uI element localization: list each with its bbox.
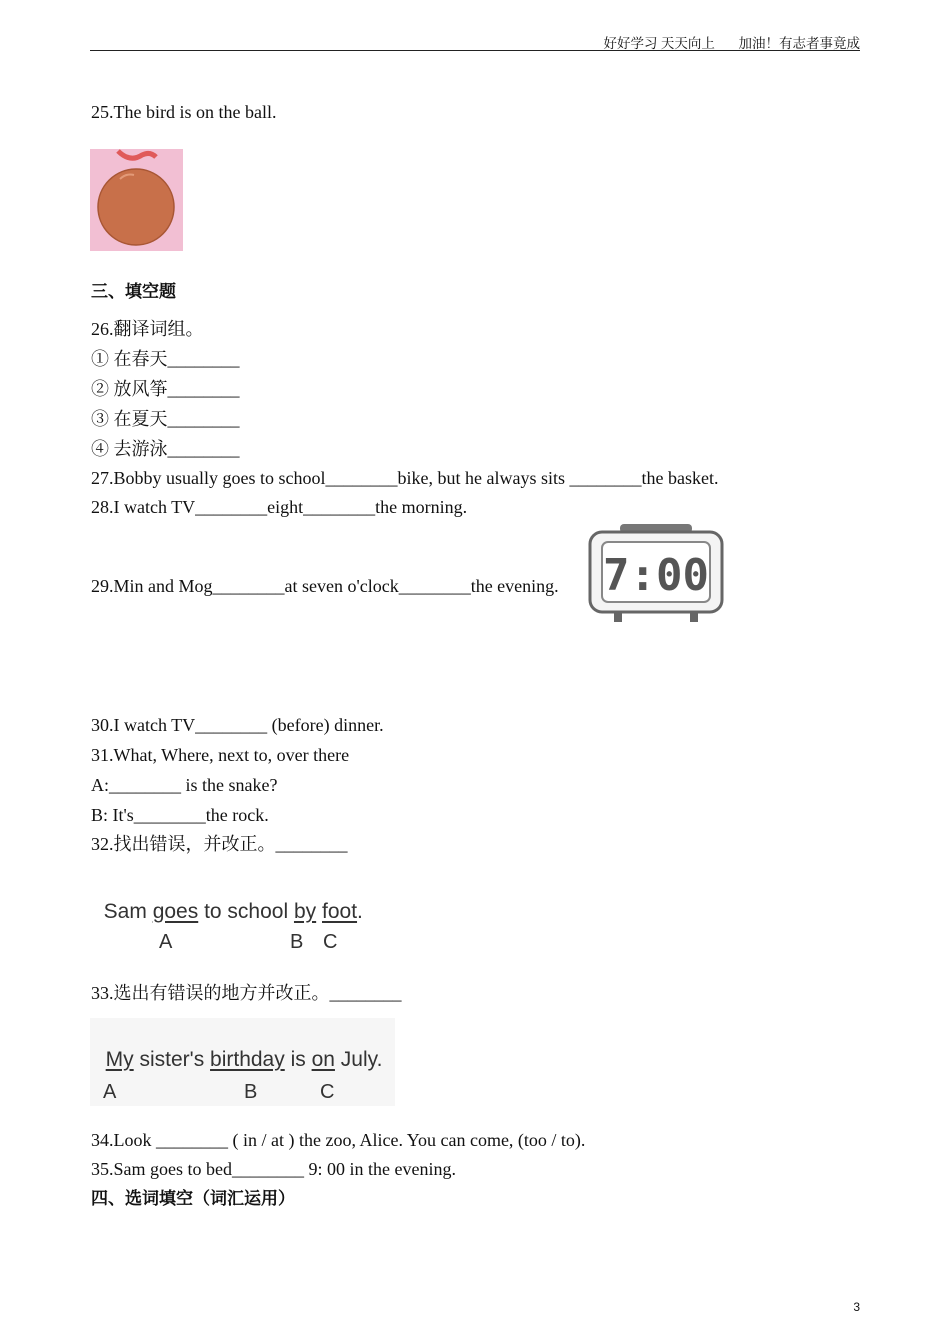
question-26-prompt: 26.翻译词组。: [91, 319, 204, 339]
header-text: 好好学习 天天向上 加油！有志者事竟成: [603, 36, 860, 51]
option-label: B: [290, 931, 304, 953]
option-label: C: [320, 1081, 335, 1103]
question-28: 28.I watch TV________eight________the morning.: [91, 497, 468, 517]
clock-display: 7:00: [603, 550, 709, 601]
question-26-item: ④ 去游泳________: [91, 439, 240, 459]
ball-image: [90, 149, 183, 251]
option-label: A: [103, 1081, 117, 1103]
question-31-words: 31.What, Where, next to, over there: [91, 745, 350, 765]
question-25: 25.The bird is on the ball.: [91, 102, 277, 122]
question-27: 27.Bobby usually goes to school________bike, but he always sits ________the basket.: [91, 468, 719, 488]
question-30: 30.I watch TV________ (before) dinner.: [91, 715, 384, 735]
alarm-clock-image: [586, 522, 726, 628]
question-26-item: ③ 在夏天________: [91, 409, 240, 429]
question-29: 29.Min and Mog________at seven o'clock________the evening.: [91, 576, 559, 596]
page-header: [90, 30, 860, 51]
section-4-title: 四、选词填空（词汇运用）: [91, 1189, 295, 1209]
question-32-sentence-image: Sam goes to school by foot.: [103, 900, 363, 923]
section-3-title: 三、填空题: [91, 282, 176, 302]
question-32-prompt: 32.找出错误，并改正。________: [91, 834, 348, 854]
question-26-item: ② 放风筝________: [91, 379, 240, 399]
question-26-item: ① 在春天________: [91, 349, 240, 369]
question-31-b: B: It's________the rock.: [91, 805, 269, 825]
question-33-prompt: 33.选出有错误的地方并改正。________: [91, 983, 402, 1003]
page-number: 3: [853, 1300, 860, 1314]
option-label: B: [244, 1081, 258, 1103]
question-35: 35.Sam goes to bed________ 9: 00 in the evening.: [91, 1159, 456, 1179]
question-33-sentence: My sister's birthday is on July.: [105, 1048, 383, 1071]
option-label: C: [323, 931, 338, 953]
question-34: 34.Look ________ ( in / at ) the zoo, Alice. You can come, (too / to).: [91, 1130, 586, 1150]
option-label: A: [159, 931, 173, 953]
question-31-a: A:________ is the snake?: [91, 775, 278, 795]
